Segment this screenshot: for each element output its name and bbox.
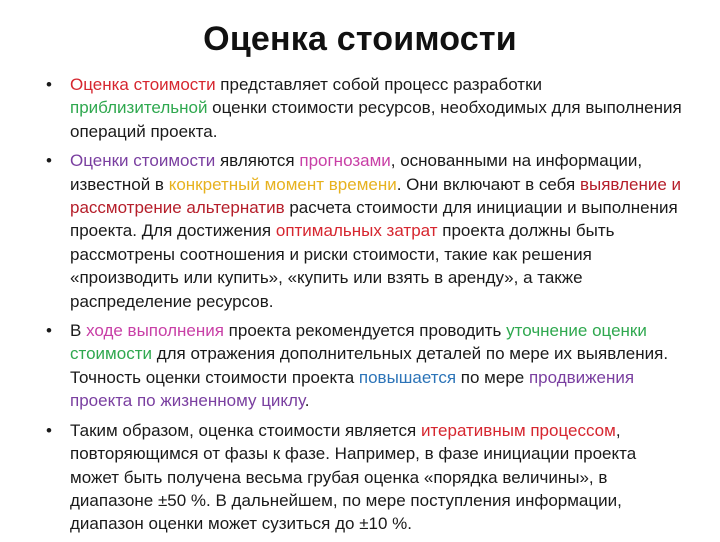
bullet-item (46, 319, 682, 413)
highlighted-term: повышается (358, 367, 457, 387)
text-run: являются (215, 151, 300, 171)
slide-title: Оценка стоимости (203, 20, 517, 58)
highlighted-term: уточнение оценки стоимости (70, 321, 647, 364)
highlighted-term: продвижения проекта по жизненному циклу (70, 367, 635, 411)
text-run: , основанными на информации, известной в (70, 151, 643, 194)
text-run: по мере (456, 367, 529, 387)
bullet-item (46, 73, 682, 143)
highlighted-term: Оценки стоимости (70, 151, 216, 171)
bullet-text (70, 75, 682, 141)
highlighted-term: выявление и рассмотрение альтернатив (70, 174, 681, 218)
text-run: . (304, 391, 310, 411)
text-run: проекта рекомендуется проводить (223, 321, 507, 341)
text-run: проекта должны быть рассмотрены соотношения и риски стоимости, такие как решения «производить или купить», «купить или взять в аренду», а также распределение ресурсов. (70, 221, 615, 311)
bullet-text (70, 421, 636, 534)
bullet-text (70, 151, 681, 310)
bullet-marker: • (46, 75, 52, 94)
text-run: Таким образом, оценка стоимости является (70, 420, 421, 440)
text-run: В (70, 321, 87, 341)
text-run: . Они включают в себя (396, 174, 580, 194)
bullet-item (46, 149, 682, 313)
text-run: расчета стоимости для инициации и выполнения проекта. Для достижения (70, 198, 678, 241)
highlighted-term: приблизительной (70, 98, 208, 118)
highlighted-term: прогнозами (299, 151, 391, 171)
bullet-marker: • (46, 420, 52, 440)
bullet-marker: • (46, 321, 52, 341)
text-run: представляет собой процесс разработки (215, 75, 543, 94)
highlighted-term: ходе выполнения (86, 321, 224, 341)
bullet-marker: • (46, 151, 52, 171)
text-run: для отражения дополнительных деталей по мере их выявления. Точность оценки стоимости проекта (70, 344, 669, 387)
bullet-item (46, 419, 682, 536)
highlighted-term: итеративным процессом (420, 420, 616, 440)
highlighted-term: конкретный момент времени (168, 174, 397, 194)
text-run: оценки стоимости ресурсов, необходимых для выполнения операций проекта. (70, 98, 682, 141)
text-run: , повторяющимся от фазы к фазе. Например, в фазе инициации проекта может быть получена весьма грубая оценка «порядка величины», в диапазоне ±50 %. В дальнейшем, по мере поступления информации, диапазон оценки может сузиться до ±10 %. (70, 420, 637, 534)
bullet-text (70, 321, 668, 410)
highlighted-term: оптимальных затрат (275, 221, 438, 241)
highlighted-term: Оценка стоимости (70, 75, 216, 94)
bullet-list (46, 73, 682, 542)
